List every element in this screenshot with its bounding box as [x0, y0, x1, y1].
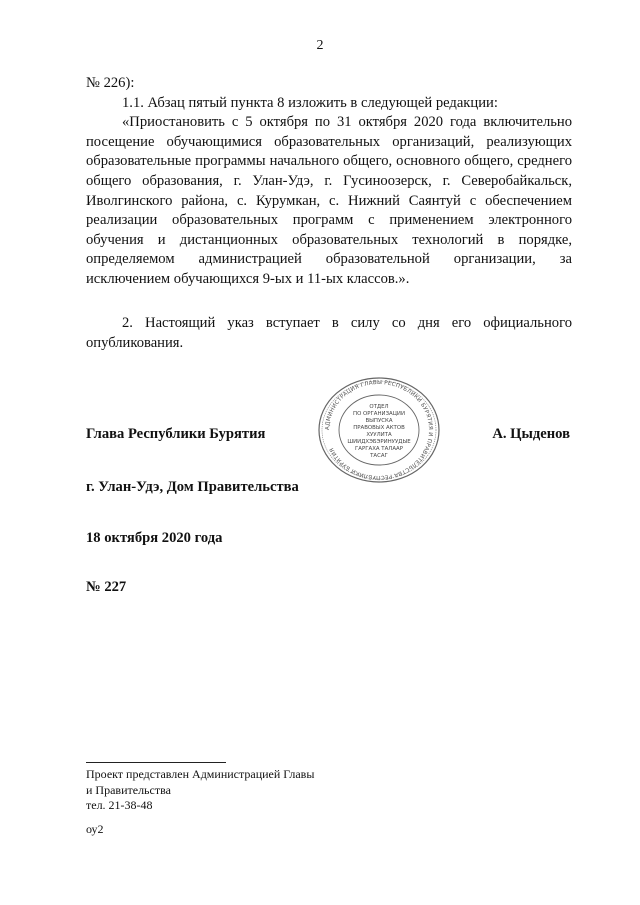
lead-line: № 226): [86, 75, 135, 91]
seal-ring-text: АДМИНИСТРАЦИЯ ГЛАВЫ РЕСПУБЛИКИ БУРЯТИЯ И ПРАВИТЕЛЬСТВА РЕСПУБЛИКИ БУРЯТИЯ [324, 379, 434, 481]
seal-line: ШИИДХЭБЭРИНУУДЫЕ [347, 439, 411, 445]
entry-into-force-section [86, 314, 572, 353]
document-code: оу2 [86, 822, 104, 836]
quoted-amendment: «Приостановить с 5 октября по 31 октября 2020 года включительно посещение обучающимися образовательных организаций, реализующих образовательные программы начального общего, основного общего, среднего общего образования, г. Улан-Удэ, г. Гусиноозерск, г. Северобайкальск, Иволгинского района, с. Курумкан, с. Нижний Саянтуй с обеспечением реализации образовательных программ с применением электронного обучения и дистанционных образовательных технологий в порядке, определяемом администрацией образовательной организации, за исключением обучающихся 9-ых и 11-ых классов.». [86, 114, 572, 287]
footnote-line: Проект представлен Администрацией Главы [86, 767, 315, 781]
decree-number: № 227 [86, 579, 127, 595]
seal-line: ХУУЛИТА [366, 432, 392, 438]
seal-line: ГАРГАХА ТАЛААР [355, 446, 403, 452]
signatory-title: Глава Республики Бурятия [86, 426, 266, 442]
page-number: 2 [316, 38, 324, 53]
official-seal-stamp [316, 376, 442, 484]
seal-line: ОТДЕЛ [369, 404, 389, 410]
signing-date: 18 октября 2020 года [86, 530, 223, 546]
place-of-signing: г. Улан-Удэ, Дом Правительства [86, 479, 299, 495]
seal-line: ТАСАГ [370, 453, 388, 459]
paragraph-2: 2. Настоящий указ вступает в силу со дня его официального опубликования. [86, 315, 572, 351]
footnote-divider [86, 762, 226, 763]
seal-line: ПРАВОВЫХ АКТОВ [353, 425, 405, 431]
seal-line: ПО ОРГАНИЗАЦИИ [353, 411, 405, 417]
amendment-section [86, 74, 572, 290]
paragraph-1-1: 1.1. Абзац пятый пункта 8 изложить в следующей редакции: [122, 94, 498, 111]
signatory-name: А. Цыденов [492, 426, 570, 442]
footnote-phone: тел. 21-38-48 [86, 798, 153, 812]
footnote [86, 767, 314, 814]
seal-line: ВЫПУСКА [365, 418, 393, 424]
footnote-line: и Правительства [86, 782, 171, 797]
